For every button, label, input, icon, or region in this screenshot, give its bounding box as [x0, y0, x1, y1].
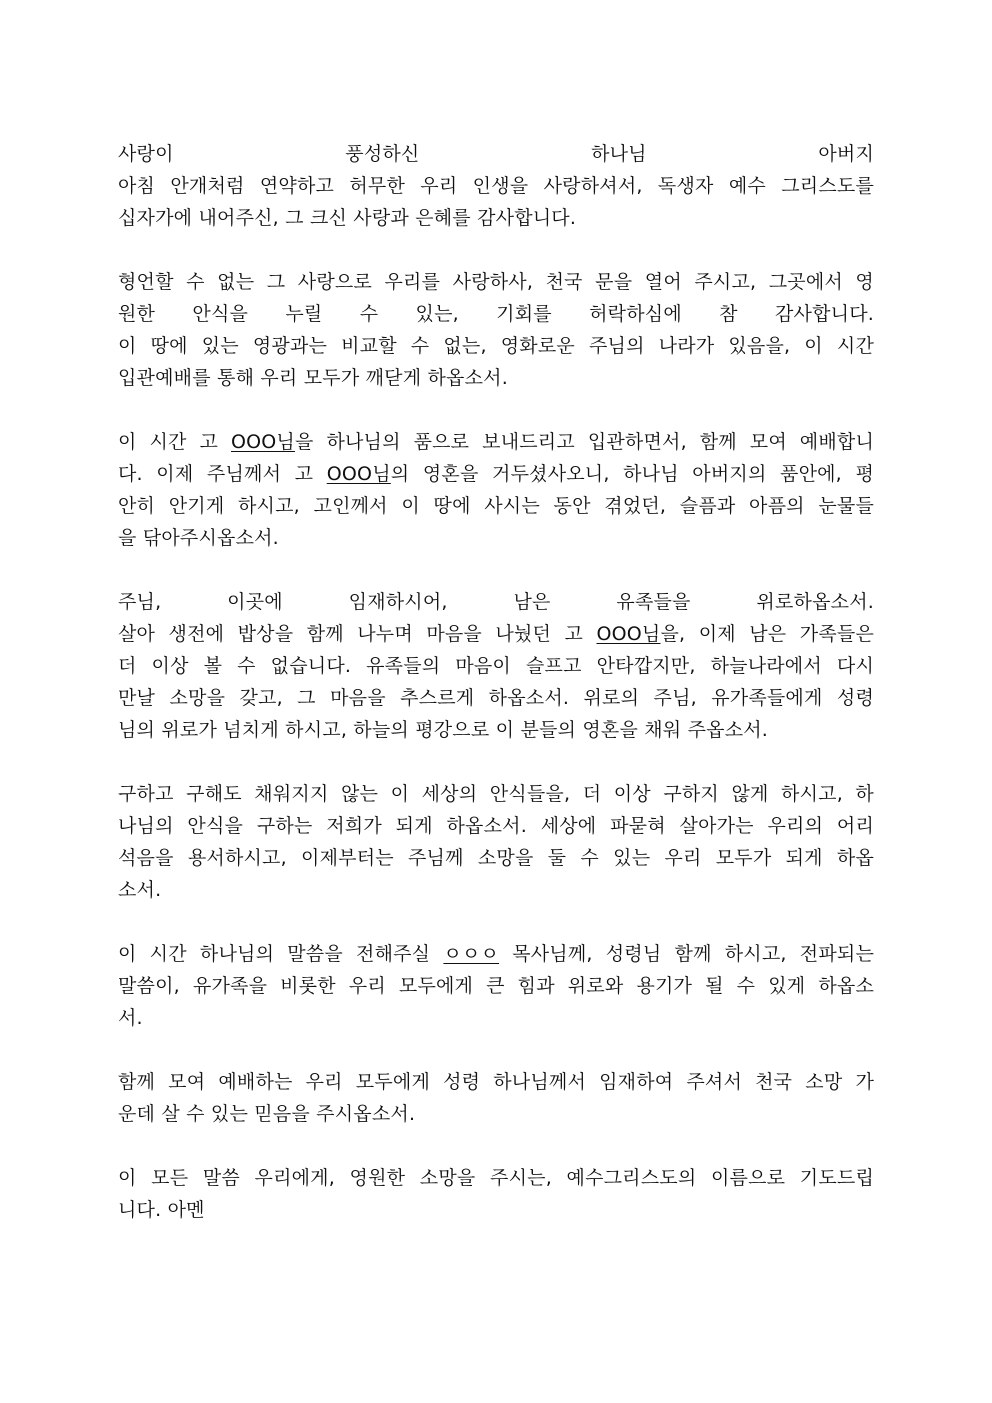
text-line: [118, 1098, 874, 1130]
text-line: [118, 298, 874, 330]
text-segment: 안히 안기게 하시고, 고인께서 이 땅에 사시는 동안 겪었던, 슬픔과 아픔의 눈물들: [118, 495, 874, 517]
text-line: [118, 810, 874, 842]
paragraph: [118, 1162, 874, 1226]
text-line: [118, 330, 874, 362]
paragraph-gap: [118, 1034, 874, 1066]
text-line: [118, 938, 874, 970]
paragraph-gap: [118, 1130, 874, 1162]
paragraph: [118, 586, 874, 746]
text-line: [118, 586, 874, 618]
paragraph: [118, 938, 874, 1034]
text-segment: 함께 모여 예배하는 우리 모두에게 성령 하나님께서 임재하여 주셔서 천국 소망 가: [118, 1071, 874, 1093]
text-segment: 니다. 아멘: [118, 1199, 205, 1221]
text-segment: 을 닦아주시옵소서.: [118, 527, 279, 549]
text-segment: 석음을 용서하시고, 이제부터는 주님께 소망을 둘 수 있는 우리 모두가 되게 하옵: [118, 847, 874, 869]
text-segment: 소서.: [118, 879, 162, 901]
text-line: [118, 1002, 874, 1034]
text-segment: 목사님께, 성령님 함께 하시고, 전파되는: [499, 943, 874, 965]
paragraph: [118, 266, 874, 394]
text-line: [118, 362, 874, 394]
text-line: [118, 170, 874, 202]
name-placeholder: OOO님: [596, 623, 661, 645]
name-placeholder: OOO님: [326, 463, 391, 485]
paragraph-gap: [118, 554, 874, 586]
document-body: [118, 138, 874, 1226]
text-segment: 십자가에 내어주신, 그 크신 사랑과 은혜를 감사합니다.: [118, 207, 577, 229]
text-line: [118, 842, 874, 874]
text-segment: 을, 이제 남은 가족들은: [660, 623, 874, 645]
text-line: [118, 778, 874, 810]
text-segment: 말씀이, 유가족을 비롯한 우리 모두에게 큰 힘과 위로와 용기가 될 수 있게 하옵소: [118, 975, 874, 997]
text-line: [118, 1194, 874, 1226]
paragraph-gap: [118, 394, 874, 426]
text-line: [118, 714, 874, 746]
paragraph: [118, 1066, 874, 1130]
text-line: [118, 1066, 874, 1098]
text-line: [118, 138, 874, 170]
text-segment: 이 땅에 있는 영광과는 비교할 수 없는, 영화로운 주님의 나라가 있음을, 이 시간: [118, 335, 874, 357]
text-segment: 주님, 이곳에 임재하시어, 남은 유족들을 위로하옵소서.: [118, 591, 874, 613]
text-line: [118, 490, 874, 522]
text-segment: 원한 안식을 누릴 수 있는, 기회를 허락하심에 참 감사합니다.: [118, 303, 874, 325]
text-line: [118, 426, 874, 458]
text-segment: 아침 안개처럼 연약하고 허무한 우리 인생을 사랑하셔서, 독생자 예수 그리스도를: [118, 175, 874, 197]
text-segment: 운데 살 수 있는 믿음을 주시옵소서.: [118, 1103, 416, 1125]
text-segment: 구하고 구해도 채워지지 않는 이 세상의 안식들을, 더 이상 구하지 않게 하시고, 하: [118, 783, 874, 805]
text-segment: 형언할 수 없는 그 사랑으로 우리를 사랑하사, 천국 문을 열어 주시고, 그곳에서 영: [118, 271, 874, 293]
text-line: [118, 1162, 874, 1194]
text-segment: 이 시간 하나님의 말씀을 전해주실: [118, 943, 444, 965]
text-segment: 서.: [118, 1007, 143, 1029]
text-segment: 이 시간 고: [118, 431, 231, 453]
text-line: [118, 650, 874, 682]
name-placeholder: OOO님: [230, 431, 295, 453]
text-segment: 의 영혼을 거두셨사오니, 하나님 아버지의 품안에, 평: [390, 463, 874, 485]
text-segment: 더 이상 볼 수 없습니다. 유족들의 마음이 슬프고 안타깝지만, 하늘나라에서 다시: [118, 655, 874, 677]
name-placeholder: ㅇㅇㅇ: [443, 943, 500, 965]
paragraph-gap: [118, 746, 874, 778]
text-segment: 사랑이 풍성하신 하나님 아버지: [118, 143, 874, 165]
paragraph: [118, 426, 874, 554]
text-line: [118, 202, 874, 234]
text-segment: 살아 생전에 밥상을 함께 나누며 마음을 나눴던 고: [118, 623, 597, 645]
paragraph: [118, 138, 874, 234]
text-segment: 나님의 안식을 구하는 저희가 되게 하옵소서. 세상에 파묻혀 살아가는 우리의 어리: [118, 815, 874, 837]
text-segment: 입관예배를 통해 우리 모두가 깨닫게 하옵소서.: [118, 367, 508, 389]
text-line: [118, 682, 874, 714]
text-line: [118, 522, 874, 554]
text-line: [118, 970, 874, 1002]
text-line: [118, 874, 874, 906]
text-line: [118, 458, 874, 490]
text-segment: 이 모든 말씀 우리에게, 영원한 소망을 주시는, 예수그리스도의 이름으로 기도드립: [118, 1167, 874, 1189]
text-line: [118, 266, 874, 298]
text-segment: 님의 위로가 넘치게 하시고, 하늘의 평강으로 이 분들의 영혼을 채워 주옵소서.: [118, 719, 769, 741]
paragraph: [118, 778, 874, 906]
text-segment: 만날 소망을 갖고, 그 마음을 추스르게 하옵소서. 위로의 주님, 유가족들에게 성령: [118, 687, 874, 709]
text-segment: 을 하나님의 품으로 보내드리고 입관하면서, 함께 모여 예배합니: [294, 431, 874, 453]
text-segment: 다. 이제 주님께서 고: [118, 463, 327, 485]
paragraph-gap: [118, 906, 874, 938]
text-line: [118, 618, 874, 650]
paragraph-gap: [118, 234, 874, 266]
